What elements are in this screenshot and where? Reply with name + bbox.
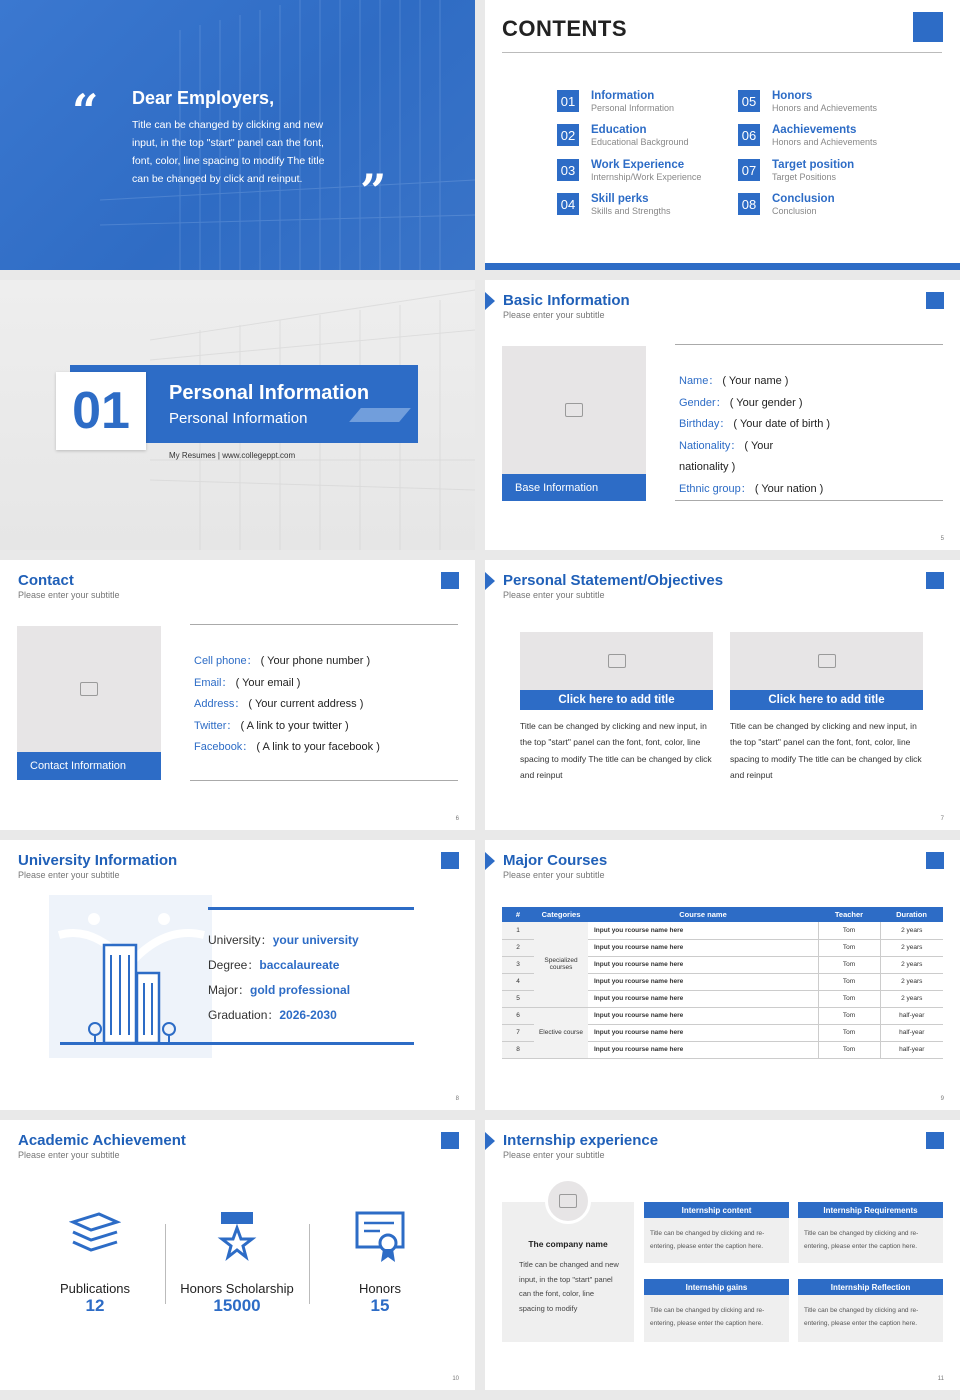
teacher: Tom: [818, 1007, 880, 1024]
header-marker: [485, 572, 495, 590]
bottom-rule: [60, 1042, 414, 1045]
col-header: Course name: [679, 910, 727, 919]
slide-subtitle: Please enter your subtitle: [18, 590, 120, 600]
logo-icon: [441, 572, 459, 589]
info-value: ( Your date of birth ): [733, 418, 831, 430]
contact-row: [194, 694, 380, 716]
header-marker: [485, 1132, 495, 1150]
company-image-circle[interactable]: [545, 1178, 591, 1224]
slide-personal-statement[interactable]: [485, 560, 960, 830]
box-title: Internship Reflection: [798, 1279, 943, 1295]
detail-key: Major：: [208, 983, 251, 997]
col-header: Categories: [541, 910, 581, 919]
top-rule: [675, 344, 943, 345]
image-placeholder[interactable]: [520, 632, 713, 690]
header-marker: [485, 852, 495, 870]
info-value: ( Your name ): [722, 375, 789, 387]
page-number: 7: [940, 816, 944, 822]
slide-title: Academic Achievement: [18, 1132, 186, 1149]
detail-row: [208, 928, 359, 953]
section-number: 01: [72, 382, 130, 440]
item-number: 08: [738, 193, 760, 215]
card-title-button[interactable]: Click here to add title: [520, 690, 713, 710]
close-quote-icon: ”: [360, 164, 387, 218]
duration: half-year: [880, 1007, 943, 1024]
item-title: Honors: [772, 90, 813, 102]
info-key: Name：: [679, 375, 720, 387]
contact-value: ( Your phone number ): [260, 655, 371, 667]
row-number: 7: [502, 1024, 534, 1041]
item-title: Education: [591, 124, 647, 136]
stat-label: Honors Scholarship: [180, 1281, 294, 1296]
slide-subtitle: Please enter your subtitle: [503, 310, 605, 320]
contact-key: Address：: [194, 698, 246, 710]
col-header: Duration: [896, 910, 927, 919]
slide-academic-achievement[interactable]: [0, 1120, 475, 1390]
logo-icon: [441, 1132, 459, 1149]
image-caption: Contact Information: [17, 752, 161, 780]
detail-key: Graduation：: [208, 1008, 280, 1022]
box-title: Internship content: [644, 1202, 789, 1218]
duration: 2 years: [880, 990, 943, 1007]
detail-key: University：: [208, 933, 273, 947]
box-body: Title can be changed by clicking and re-entering, please enter the caption here.: [644, 1218, 789, 1263]
internship-box: [798, 1279, 943, 1342]
item-subtitle: Personal Information: [591, 103, 675, 113]
slide-major-courses[interactable]: [485, 840, 960, 1110]
image-icon: [608, 654, 626, 668]
slide-section-personal-info[interactable]: [0, 280, 475, 550]
box-title: Internship gains: [644, 1279, 789, 1295]
course-name: Input you rcourse name here: [594, 944, 684, 951]
item-subtitle: Educational Background: [591, 137, 689, 147]
info-key: Nationality：: [679, 439, 742, 452]
category-cell: Specialized courses: [534, 922, 588, 1007]
row-number: 2: [502, 939, 534, 956]
item-subtitle: Skills and Strengths: [591, 206, 671, 216]
logo-icon: [926, 572, 944, 589]
course-name: Input you rcourse name here: [594, 1046, 684, 1053]
course-name: Input you rcourse name here: [594, 995, 684, 1002]
page-number: 8: [455, 1096, 459, 1102]
info-value: ( Your nation ): [754, 482, 824, 495]
contact-key: Facebook：: [194, 741, 254, 753]
divider: [165, 1224, 166, 1304]
internship-box: [644, 1202, 789, 1263]
row-number: 6: [502, 1007, 534, 1024]
box-body: Title can be changed by clicking and re-entering, please enter the caption here.: [798, 1218, 943, 1263]
medal-icon: [217, 1210, 257, 1262]
slide-internship-experience[interactable]: [485, 1120, 960, 1390]
image-icon: [80, 682, 98, 696]
item-number: 03: [557, 159, 579, 181]
logo-icon: [926, 852, 944, 869]
info-row: [679, 371, 859, 393]
image-caption: Base Information: [502, 474, 646, 501]
detail-value: 2026-2030: [279, 1008, 337, 1022]
company-body: Title can be changed and new input, in the top "start" panel can the font, color, line spacing to modify: [519, 1260, 619, 1313]
internship-box: [798, 1202, 943, 1263]
image-placeholder[interactable]: [730, 632, 923, 690]
stat-item: [310, 1210, 450, 1316]
page-number: 5: [940, 536, 944, 542]
slide-title: Basic Information: [503, 292, 630, 309]
slide-university-information[interactable]: [0, 840, 475, 1110]
item-number: 02: [557, 124, 579, 146]
info-row: [679, 436, 799, 479]
row-number: 4: [502, 973, 534, 990]
detail-value: your university: [272, 933, 359, 947]
contact-list: [194, 651, 380, 759]
contact-row: [194, 651, 380, 673]
row-number: 8: [502, 1041, 534, 1058]
slide-subtitle: Please enter your subtitle: [18, 1150, 120, 1160]
item-number: 01: [557, 90, 579, 112]
statement-card: [730, 632, 923, 783]
slide-heading: Dear Employers,: [132, 88, 275, 108]
bottom-rule: [675, 500, 943, 501]
teacher: Tom: [818, 1024, 880, 1041]
row-number: 1: [502, 922, 534, 939]
stat-value: 12: [85, 1296, 105, 1315]
teacher: Tom: [818, 956, 880, 973]
logo-icon: [441, 852, 459, 869]
item-title: Work Experience: [591, 159, 685, 171]
slide-title: Major Courses: [503, 852, 608, 869]
card-body: Title can be changed by clicking and new input, in the top "start" panel can the font, font, color, line spacing to modify The title can be changed by click and reinput: [730, 721, 922, 780]
detail-row: [208, 978, 359, 1003]
box-body: Title can be changed by clicking and re-entering, please enter the caption here.: [644, 1295, 789, 1342]
info-key: Gender：: [679, 396, 727, 409]
category-cell: Elective course: [534, 1007, 588, 1058]
col-header: #: [515, 910, 521, 919]
teacher: Tom: [818, 939, 880, 956]
stat-label: Publications: [59, 1281, 131, 1296]
slide-subtitle: Please enter your subtitle: [503, 590, 605, 600]
section-number-box: [56, 372, 146, 450]
stat-value: 15000: [213, 1296, 261, 1315]
info-row: [679, 479, 859, 501]
info-key: Ethnic group：: [679, 482, 752, 495]
table-row: [502, 1007, 943, 1024]
internship-box: [644, 1279, 789, 1342]
info-list: [679, 371, 859, 500]
contact-key: Cell phone：: [194, 655, 258, 667]
info-value: ( Your gender ): [729, 396, 803, 409]
header-marker: [485, 292, 495, 310]
item-subtitle: Internship/Work Experience: [591, 172, 702, 182]
item-subtitle: Conclusion: [772, 206, 817, 216]
col-header: Teacher: [834, 910, 864, 919]
teacher: Tom: [818, 990, 880, 1007]
row-number: 3: [502, 956, 534, 973]
slide-body-text: Title can be changed by clicking and new input, in the top "start" panel can the font, font, color, line spacing to modify The title can be changed by click and reinput.: [132, 119, 325, 185]
logo-icon: [926, 1132, 944, 1149]
contact-key: Twitter：: [194, 719, 238, 732]
course-name: Input you rcourse name here: [594, 978, 684, 985]
contact-row: [194, 673, 380, 695]
slide-title: Internship experience: [503, 1132, 659, 1149]
slide-title: University Information: [18, 852, 178, 869]
item-title: Conclusion: [772, 193, 835, 205]
section-footer: My Resumes | www.collegeppt.com: [169, 451, 296, 460]
stat-label: Honors: [359, 1281, 401, 1296]
page-number: 9: [940, 1096, 944, 1102]
item-number: 04: [557, 193, 579, 215]
info-key: Birthday：: [679, 418, 731, 430]
detail-value: baccalaureate: [259, 958, 340, 972]
company-name: The company name: [528, 1239, 608, 1249]
contents-title: CONTENTS: [502, 16, 627, 41]
info-value: ( Your nationality ): [679, 439, 774, 473]
item-number: 05: [738, 90, 760, 112]
detail-value: gold professional: [250, 983, 351, 997]
university-illustration: [49, 895, 212, 1058]
course-name: Input you rcourse name here: [594, 926, 684, 934]
item-subtitle: Honors and Achievements: [772, 103, 878, 113]
duration: 2 years: [880, 956, 943, 973]
teacher: Tom: [818, 922, 880, 939]
books-icon: [69, 1212, 121, 1258]
university-details: [208, 928, 359, 1028]
teacher: Tom: [818, 973, 880, 990]
top-rule: [190, 624, 458, 625]
table-header: [502, 907, 943, 922]
info-row: [679, 414, 859, 436]
slide-subtitle: Please enter your subtitle: [18, 870, 120, 880]
contact-value: ( A link to your twitter ): [240, 719, 349, 732]
duration: 2 years: [880, 973, 943, 990]
duration: 2 years: [880, 939, 943, 956]
open-quote-icon: “: [72, 84, 99, 138]
contact-value: ( Your email ): [235, 676, 301, 689]
info-row: [679, 393, 859, 415]
slide-contents[interactable]: [485, 0, 960, 270]
duration: 2 years: [880, 922, 943, 939]
detail-row: [208, 1003, 359, 1028]
page-number: 6: [455, 816, 459, 822]
image-placeholder[interactable]: [502, 346, 646, 474]
image-icon: [818, 654, 836, 668]
contact-row: [194, 737, 380, 759]
logo-icon: [913, 12, 943, 42]
bottom-accent-bar: [485, 263, 960, 270]
item-subtitle: Target Positions: [772, 172, 837, 182]
stat-item: [25, 1212, 165, 1316]
item-title: Aachievements: [772, 124, 857, 136]
box-body: Title can be changed by clicking and re-entering, please enter the caption here.: [798, 1295, 943, 1342]
course-name: Input you rcourse name here: [594, 1012, 684, 1019]
card-title-button[interactable]: Click here to add title: [730, 690, 923, 710]
detail-row: [208, 953, 359, 978]
detail-key: Degree：: [208, 958, 260, 972]
contact-value: ( Your current address ): [248, 698, 364, 710]
stat-item: [167, 1210, 307, 1316]
contact-key: Email：: [194, 676, 233, 689]
certificate-icon: [354, 1210, 406, 1264]
page-number: 10: [452, 1376, 459, 1382]
contact-value: ( A link to your facebook ): [256, 741, 380, 753]
card-body: Title can be changed by clicking and new input, in the top "start" panel can the font, font, color, line spacing to modify The title can be changed by click and reinput: [520, 721, 712, 780]
item-number: 07: [738, 159, 760, 181]
statement-card: [520, 632, 713, 783]
top-rule: [208, 907, 414, 910]
table-row: [502, 922, 943, 939]
item-title: Skill perks: [591, 193, 649, 205]
course-name: Input you rcourse name here: [594, 1029, 684, 1036]
section-subtitle: Personal Information: [169, 410, 308, 427]
stat-value: 15: [370, 1296, 390, 1315]
duration: half-year: [880, 1041, 943, 1058]
section-title: Personal Information: [169, 382, 370, 404]
slide-subtitle: Please enter your subtitle: [503, 870, 605, 880]
logo-icon: [926, 292, 944, 309]
item-subtitle: Honors and Achievements: [772, 137, 878, 147]
slide-contact[interactable]: [0, 560, 475, 830]
slide-title: Contact: [18, 572, 74, 589]
box-title: Internship Requirements: [798, 1202, 943, 1218]
item-number: 06: [738, 124, 760, 146]
teacher: Tom: [818, 1041, 880, 1058]
title-rule: [502, 52, 942, 53]
slide-subtitle: Please enter your subtitle: [503, 1150, 605, 1160]
page-number: 11: [937, 1376, 944, 1382]
image-icon: [565, 403, 583, 417]
courses-table: [502, 907, 943, 1059]
slide-dear-employers[interactable]: [0, 0, 475, 270]
row-number: 5: [502, 990, 534, 1007]
item-title: Information: [591, 90, 655, 102]
image-placeholder[interactable]: [17, 626, 161, 752]
duration: half-year: [880, 1024, 943, 1041]
slide-title: Personal Statement/Objectives: [503, 572, 724, 589]
bottom-rule: [190, 780, 458, 781]
contact-row: [194, 716, 380, 738]
image-icon: [559, 1194, 577, 1208]
course-name: Input you rcourse name here: [594, 961, 684, 968]
slide-basic-information[interactable]: [485, 280, 960, 550]
building-icon: [49, 895, 212, 1058]
item-title: Target position: [772, 159, 855, 171]
